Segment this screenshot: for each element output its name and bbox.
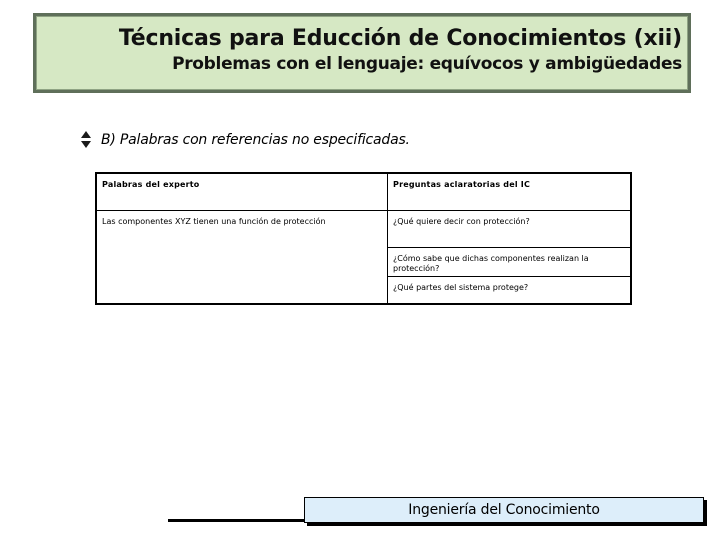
slide-title-box [33,13,691,93]
slide-title: Técnicas para Educción de Conocimientos (xii) [118,26,682,51]
footer-divider-line [168,519,308,522]
table-header-row [96,173,631,211]
slide-subtitle: Problemas con el lenguaje: equívocos y ambigüedades [172,54,682,74]
question-cell: ¿Cómo sabe que dichas componentes realizan la protección? [388,248,632,277]
bullet-item [80,128,410,152]
footer-box [304,497,704,523]
bullet-text: B) Palabras con referencias no especificadas. [101,132,410,148]
question-cell: ¿Qué partes del sistema protege? [388,277,632,305]
empty-cell [96,248,388,277]
table-row [96,248,631,277]
clarification-table [95,172,632,305]
question-cell: ¿Qué quiere decir con protección? [388,211,632,248]
footer-label: Ingeniería del Conocimiento [408,502,600,518]
table-header-clarifying-questions: Preguntas aclaratorias del IC [388,173,632,211]
table-row [96,277,631,305]
expert-statement-cell: Las componentes XYZ tienen una función de protección [96,211,388,248]
table-header-expert-words: Palabras del experto [96,173,388,211]
empty-cell [96,277,388,305]
updown-arrow-icon [80,130,92,150]
table-row [96,211,631,248]
